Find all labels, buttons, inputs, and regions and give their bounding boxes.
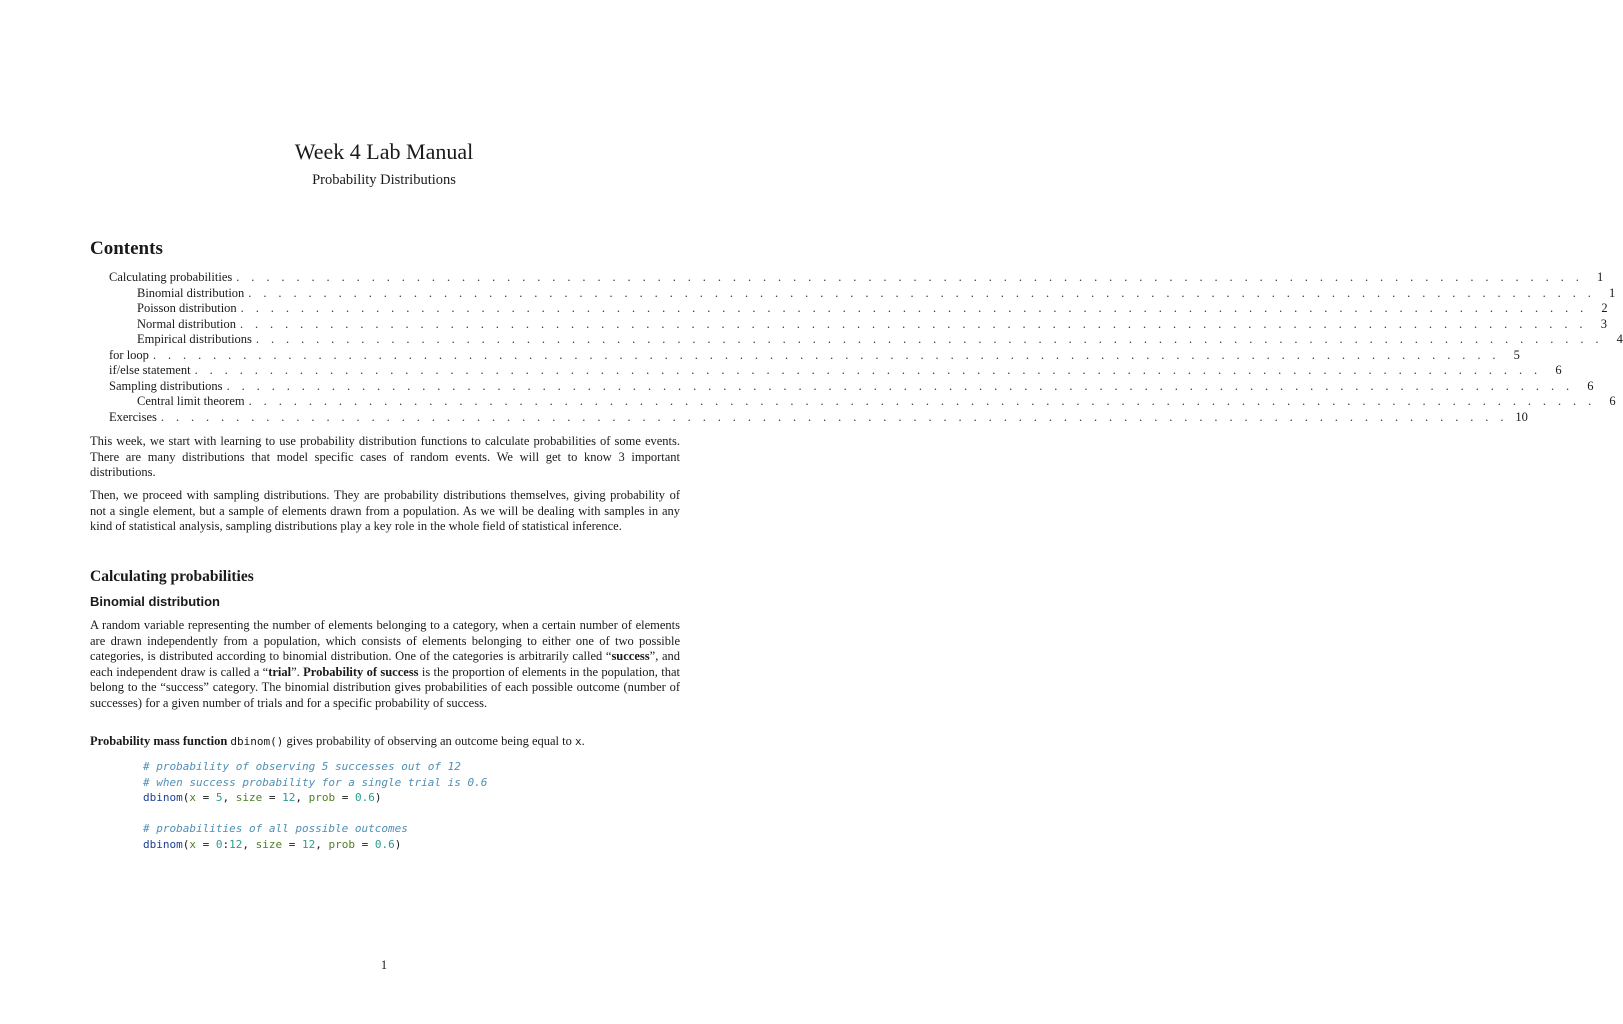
code-arg: prob (308, 791, 336, 804)
code-arg: x (189, 837, 196, 851)
toc-entry[interactable] (109, 316, 1607, 333)
contents-heading: Contents (90, 238, 163, 259)
toc-leader-dots: . . . . . . . . . . . . . . . . . . . . . . . . . . . . . . . . . . . . . . . . . . . . . . . . . . . . . . . . . . . . . . . . . . . . . . . . . . . . . . . . . . . . . . . . . . (248, 285, 1596, 300)
toc-entry-label: Exercises (109, 409, 157, 424)
code-op: = (196, 837, 216, 851)
code-arg: size (235, 791, 263, 804)
toc-entry-label: if/else statement (109, 363, 191, 377)
code-punct: ( (182, 837, 190, 851)
document-title: Week 4 Lab Manual (294, 139, 474, 164)
code-punct: ( (182, 791, 190, 804)
binomial-text-2: ”, and each independent draw is called a “ (90, 649, 680, 679)
toc-entry-page: 1 (1596, 270, 1604, 284)
toc-leader-dots: . . . . . . . . . . . . . . . . . . . . . . . . . . . . . . . . . . . . . . . . . . . . . . . . . . . . . . . . . . . . . . . . . . . . . . . . . . . . . . . . . . . . . . . . . . (194, 363, 1542, 377)
toc-leader-dots: . . . . . . . . . . . . . . . . . . . . . . . . . . . . . . . . . . . . . . . . . . . . . . . . . . . . . . . . . . . . . . . . . . . . . . . . . . . . . . . . . . . . . . . . . . (152, 347, 1500, 362)
code-punct: , (315, 837, 329, 851)
code-number: 12 (282, 791, 296, 804)
toc-leader-dots: . . . . . . . . . . . . . . . . . . . . . . . . . . . . . . . . . . . . . . . . . . . . . . . . . . . . . . . . . . . . . . . . . . . . . . . . . . . . . . . . . . . . . . . . . . (236, 270, 1584, 284)
code-punct: , (242, 837, 256, 851)
code-op: = (262, 791, 283, 804)
binomial-paragraph (90, 618, 680, 712)
toc-entry[interactable] (109, 270, 1604, 286)
code-op: = (355, 837, 375, 851)
toc-leader-dots: . . . . . . . . . . . . . . . . . . . . . . . . . . . . . . . . . . . . . . . . . . . . . . . . . . . . . . . . . . . . . . . . . . . . . . . . . . . . . . . . . . . . . . . . . . (226, 378, 1574, 393)
toc-entry[interactable] (109, 301, 1608, 317)
toc-leader-dots: . . . . . . . . . . . . . . . . . . . . . . . . . . . . . . . . . . . . . . . . . . . . . . . . . . . . . . . . . . . . . . . . . . . . . . . . . . . . . . . . . . . . . . . . . . (239, 316, 1587, 331)
toc-leader-dots: . . . . . . . . . . . . . . . . . . . . . . . . . . . . . . . . . . . . . . . . . . . . . . . . . . . . . . . . . . . . . . . . . . . . . . . . . . . . . . . . . . . . . . . . . . (255, 332, 1603, 346)
toc-leader-dots: . . . . . . . . . . . . . . . . . . . . . . . . . . . . . . . . . . . . . . . . . . . . . . . . . . . . . . . . . . . . . . . . . . . . . . . . . . . . . . . . . . . . . . . . . . (240, 301, 1588, 315)
toc-entry-label: Binomial distribution (137, 285, 245, 300)
table-of-contents (109, 270, 1623, 425)
code-function: dbinom (143, 837, 183, 851)
code-number: 0.6 (374, 837, 395, 851)
toc-entry-label: Empirical distributions (137, 332, 252, 346)
code-punct: , (295, 791, 309, 804)
code-punct: ) (394, 837, 402, 851)
success-term: success (611, 649, 650, 664)
toc-entry-label: Poisson distribution (137, 301, 237, 315)
page-number: 1 (380, 958, 388, 972)
code-arg: prob (328, 837, 355, 851)
code-comment: # probabilities of all possible outcomes (143, 822, 408, 835)
binomial-text-1: A random variable representing the number of elements belonging to a category, when a certain number of elements are drawn independently from a population, which consists of elements belonging to either one of two possible categories, is distributed according to binomial distribution. One of the categories is arbitrarily called “ (90, 618, 680, 664)
intro-paragraph-1: This week, we start with learning to use probability distribution functions to calculate probabilities of some events. There are many distributions that model specific cases of random events. We will get to know 3 important distributions. (90, 434, 680, 480)
toc-entry-page: 6 (1555, 363, 1562, 377)
toc-entry[interactable] (109, 332, 1623, 348)
pmf-paragraph (90, 734, 680, 750)
probability-of-success-term: Probability of success (303, 664, 419, 679)
toc-entry-page: 3 (1600, 316, 1607, 331)
code-blank-line (143, 806, 487, 822)
code-comment: # when success probability for a single trial is 0.6 (143, 775, 488, 789)
code-number: 12 (229, 837, 243, 851)
code-block (143, 759, 487, 852)
binomial-text-4: is the proportion of elements in the population, that belong to the “success” category. The binomial distribution gives probabilities of each possible outcome (number of successes) for a given number of trials and for a specific probability of success. (90, 664, 680, 710)
binomial-text-3: ”. (291, 664, 304, 679)
pmf-text: gives probability of observing an outcome being equal to (283, 734, 576, 748)
code-op: : (222, 837, 230, 851)
code-punct: , (222, 791, 236, 804)
code-arg: x (189, 791, 196, 804)
toc-entry[interactable] (109, 378, 1594, 395)
toc-entry-label: Central limit theorem (137, 394, 245, 408)
code-line (143, 790, 487, 806)
code-number: 0 (215, 837, 223, 851)
code-op: = (196, 791, 216, 804)
toc-entry-page: 2 (1601, 301, 1608, 315)
toc-entry-page: 1 (1609, 285, 1616, 300)
code-arg: size (255, 837, 283, 851)
code-number: 0.6 (355, 791, 375, 804)
code-function: dbinom (143, 791, 183, 804)
dbinom-function-name: dbinom() (230, 735, 284, 748)
code-punct: ) (374, 791, 382, 804)
code-op: = (335, 791, 355, 804)
toc-leader-dots: . . . . . . . . . . . . . . . . . . . . . . . . . . . . . . . . . . . . . . . . . . . . . . . . . . . . . . . . . . . . . . . . . . . . . . . . . . . . . . . . . . . . . . . . . . (248, 394, 1596, 408)
code-number: 12 (302, 837, 316, 851)
toc-entry[interactable] (109, 409, 1528, 426)
code-line (143, 837, 487, 853)
toc-entry[interactable] (109, 347, 1520, 364)
code-comment: # probability of observing 5 successes out of 12 (143, 760, 461, 773)
section-heading: Calculating probabilities (90, 568, 254, 585)
toc-entry-page: 10 (1515, 409, 1528, 424)
intro-paragraph-2: Then, we proceed with sampling distributions. They are probability distributions themselves, giving probability of not a single element, but a sample of elements drawn from a population. As we will be dealing with samples in any kind of statistical analysis, sampling distributions play a key role in the whole field of statistical inference. (90, 488, 680, 534)
document-subtitle: Probability Distributions (312, 172, 456, 188)
code-number: 5 (215, 791, 223, 804)
x-variable: x (575, 735, 582, 748)
toc-entry-label: Sampling distributions (109, 378, 223, 393)
toc-entry[interactable] (109, 363, 1562, 379)
toc-entry-page: 5 (1513, 347, 1520, 362)
toc-entry[interactable] (109, 285, 1616, 302)
toc-entry-page: 4 (1616, 332, 1623, 346)
toc-entry-label: Calculating probabilities (109, 270, 233, 284)
toc-entry-page: 6 (1587, 378, 1594, 393)
toc-entry-label: for loop (109, 347, 149, 362)
trial-term: trial (268, 664, 292, 679)
pmf-period: . (581, 734, 585, 748)
toc-entry-page: 6 (1609, 394, 1616, 408)
subsection-heading: Binomial distribution (90, 594, 220, 609)
toc-entry[interactable] (109, 394, 1616, 410)
code-op: = (282, 837, 302, 851)
pmf-term: Probability mass function (90, 734, 228, 748)
toc-leader-dots: . . . . . . . . . . . . . . . . . . . . . . . . . . . . . . . . . . . . . . . . . . . . . . . . . . . . . . . . . . . . . . . . . . . . . . . . . . . . . . . . . . . . . . . . . . (160, 409, 1508, 424)
toc-entry-label: Normal distribution (137, 316, 236, 331)
